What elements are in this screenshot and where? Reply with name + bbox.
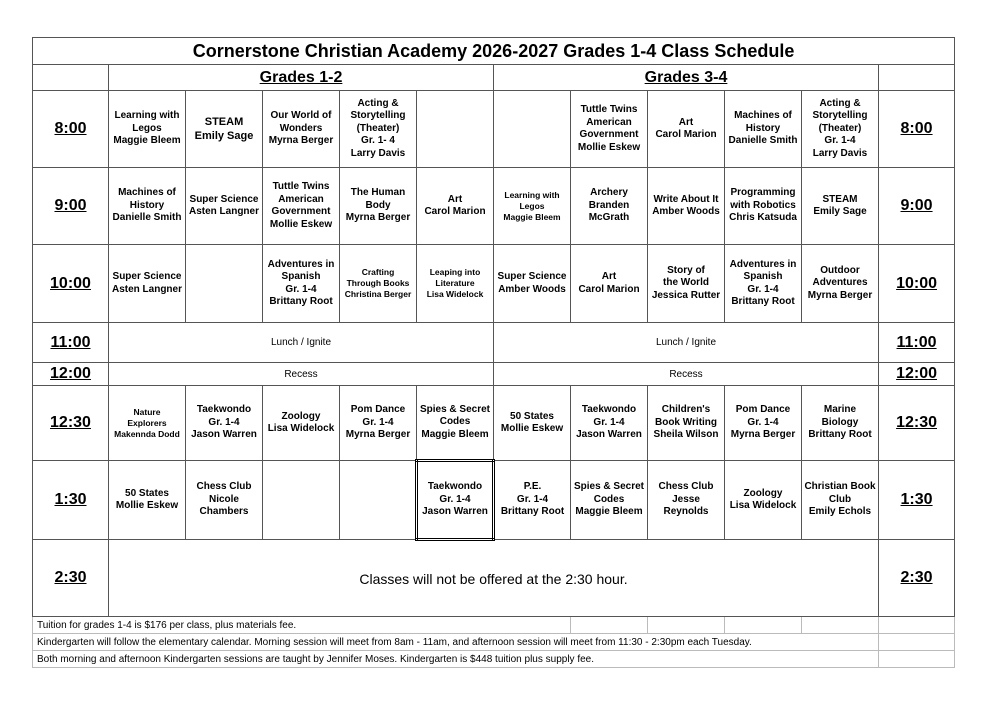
grades-3-4-header: Grades 3-4 <box>494 65 879 91</box>
time-label: 10:00 <box>33 245 109 323</box>
schedule-table <box>32 37 955 668</box>
class-cell <box>417 91 494 168</box>
class-cell: Super Science Asten Langner <box>186 168 263 245</box>
class-cell: 50 States Mollie Eskew <box>109 461 186 540</box>
class-cell: 50 States Mollie Eskew <box>494 386 571 461</box>
class-cell: Taekwondo Gr. 1-4 Jason Warren <box>417 461 494 540</box>
corner-cell <box>33 65 109 91</box>
class-cell: Acting & Storytelling (Theater) Gr. 1- 4 Larry Davis <box>340 91 417 168</box>
class-cell: Acting & Storytelling (Theater) Gr. 1-4 Larry Davis <box>802 91 879 168</box>
class-cell: Story of the World Jessica Rutter <box>648 245 725 323</box>
class-cell: Learning with Legos Maggie Bleem <box>109 91 186 168</box>
footer-blank <box>879 651 955 668</box>
time-label: 10:00 <box>879 245 955 323</box>
class-cell <box>494 91 571 168</box>
class-cell: Archery Branden McGrath <box>571 168 648 245</box>
class-cell: Children's Book Writing Sheila Wilson <box>648 386 725 461</box>
no-classes-note: Classes will not be offered at the 2:30 hour. <box>109 540 879 617</box>
footer-row <box>33 634 955 651</box>
class-cell: STEAM Emily Sage <box>186 91 263 168</box>
time-label: 9:00 <box>33 168 109 245</box>
time-label: 12:30 <box>879 386 955 461</box>
class-cell: Taekwondo Gr. 1-4 Jason Warren <box>571 386 648 461</box>
class-cell: Pom Dance Gr. 1-4 Myrna Berger <box>340 386 417 461</box>
class-cell: Art Carol Marion <box>648 91 725 168</box>
lunch-note-grades-3-4: Lunch / Ignite <box>494 323 879 363</box>
class-cell: Art Carol Marion <box>417 168 494 245</box>
class-cell <box>340 461 417 540</box>
class-cell: P.E. Gr. 1-4 Brittany Root <box>494 461 571 540</box>
grades-1-2-header: Grades 1-2 <box>109 65 494 91</box>
class-cell: Super Science Asten Langner <box>109 245 186 323</box>
class-cell: Spies & Secret Codes Maggie Bleem <box>417 386 494 461</box>
corner-cell <box>879 65 955 91</box>
footer-kindergarten-teacher-note: Both morning and afternoon Kindergarten sessions are taught by Jennifer Moses. Kindergarten is $448 tuition plus supply fee. <box>33 651 879 668</box>
class-cell: Crafting Through Books Christina Berger <box>340 245 417 323</box>
footer-kindergarten-calendar-note: Kindergarten will follow the elementary calendar. Morning session will meet from 8am - 11am, and afternoon session will meet from 11:30 - 2:30pm each Tuesday. <box>33 634 879 651</box>
class-cell: Machines of History Danielle Smith <box>725 91 802 168</box>
footer-row <box>33 651 955 668</box>
class-cell: Christian Book Club Emily Echols <box>802 461 879 540</box>
schedule-row-11-00 <box>33 323 955 363</box>
class-cell: Nature Explorers Makennda Dodd <box>109 386 186 461</box>
class-cell: Adventures in Spanish Gr. 1-4 Brittany Root <box>263 245 340 323</box>
time-label: 8:00 <box>879 91 955 168</box>
class-cell: Chess Club Nicole Chambers <box>186 461 263 540</box>
class-cell: Chess Club Jesse Reynolds <box>648 461 725 540</box>
class-cell: Leaping into Literature Lisa Widelock <box>417 245 494 323</box>
class-cell: The Human Body Myrna Berger <box>340 168 417 245</box>
class-cell <box>263 461 340 540</box>
class-cell: STEAM Emily Sage <box>802 168 879 245</box>
recess-note-grades-1-2: Recess <box>109 363 494 386</box>
class-cell: Tuttle Twins American Government Mollie Eskew <box>263 168 340 245</box>
class-cell: Pom Dance Gr. 1-4 Myrna Berger <box>725 386 802 461</box>
recess-note-grades-3-4: Recess <box>494 363 879 386</box>
time-label: 8:00 <box>33 91 109 168</box>
class-cell: Programming with Robotics Chris Katsuda <box>725 168 802 245</box>
schedule-title: Cornerstone Christian Academy 2026-2027 Grades 1-4 Class Schedule <box>33 38 955 65</box>
schedule-row-9-00 <box>33 168 955 245</box>
class-cell: Zoology Lisa Widelock <box>263 386 340 461</box>
footer-row <box>33 617 955 634</box>
footer-blank <box>725 617 802 634</box>
time-label: 2:30 <box>33 540 109 617</box>
footer-blank <box>648 617 725 634</box>
time-label: 1:30 <box>33 461 109 540</box>
time-label: 12:30 <box>33 386 109 461</box>
class-cell: Marine Biology Brittany Root <box>802 386 879 461</box>
schedule-row-1-30 <box>33 461 955 540</box>
time-label: 11:00 <box>879 323 955 363</box>
title-row <box>33 38 955 65</box>
class-cell: Adventures in Spanish Gr. 1-4 Brittany Root <box>725 245 802 323</box>
class-cell: Outdoor Adventures Myrna Berger <box>802 245 879 323</box>
class-cell: Write About It Amber Woods <box>648 168 725 245</box>
time-label: 12:00 <box>879 363 955 386</box>
lunch-note-grades-1-2: Lunch / Ignite <box>109 323 494 363</box>
class-cell <box>186 245 263 323</box>
class-cell: Machines of History Danielle Smith <box>109 168 186 245</box>
class-cell: Zoology Lisa Widelock <box>725 461 802 540</box>
grade-header-row <box>33 65 955 91</box>
footer-blank <box>571 617 648 634</box>
time-label: 2:30 <box>879 540 955 617</box>
class-cell: Taekwondo Gr. 1-4 Jason Warren <box>186 386 263 461</box>
footer-tuition-note: Tuition for grades 1-4 is $176 per class, plus materials fee. <box>33 617 571 634</box>
schedule-row-12-00 <box>33 363 955 386</box>
class-cell: Our World of Wonders Myrna Berger <box>263 91 340 168</box>
class-cell: Spies & Secret Codes Maggie Bleem <box>571 461 648 540</box>
schedule-row-10-00 <box>33 245 955 323</box>
footer-blank <box>802 617 879 634</box>
time-label: 12:00 <box>33 363 109 386</box>
class-cell: Tuttle Twins American Government Mollie Eskew <box>571 91 648 168</box>
schedule-row-8-00 <box>33 91 955 168</box>
time-label: 1:30 <box>879 461 955 540</box>
time-label: 11:00 <box>33 323 109 363</box>
class-cell: Super Science Amber Woods <box>494 245 571 323</box>
time-label: 9:00 <box>879 168 955 245</box>
footer-blank <box>879 634 955 651</box>
class-cell: Learning with Legos Maggie Bleem <box>494 168 571 245</box>
schedule-row-12-30 <box>33 386 955 461</box>
class-cell: Art Carol Marion <box>571 245 648 323</box>
schedule-row-2-30 <box>33 540 955 617</box>
footer-blank <box>879 617 955 634</box>
